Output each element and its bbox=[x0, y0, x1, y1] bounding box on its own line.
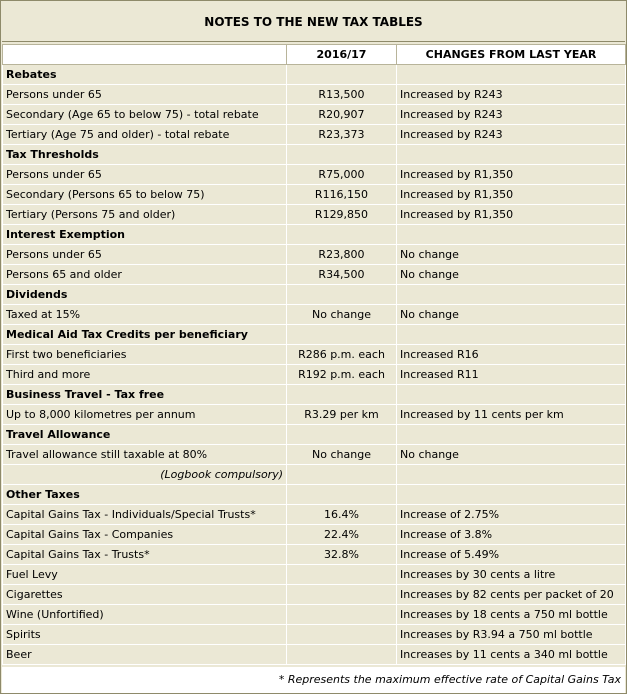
empty-cell bbox=[287, 145, 397, 165]
footnote: * Represents the maximum effective rate of Capital Gains Tax bbox=[2, 667, 625, 693]
table-row bbox=[3, 605, 626, 625]
empty-cell bbox=[397, 385, 626, 405]
row-change: Increased by R1,350 bbox=[397, 185, 626, 205]
empty-cell bbox=[287, 325, 397, 345]
row-label: Persons under 65 bbox=[3, 245, 287, 265]
row-change: Increases by 30 cents a litre bbox=[397, 565, 626, 585]
row-label: Secondary (Persons 65 to below 75) bbox=[3, 185, 287, 205]
row-value bbox=[287, 465, 397, 485]
row-value: R75,000 bbox=[287, 165, 397, 185]
row-value: R13,500 bbox=[287, 85, 397, 105]
row-change: Increase of 5.49% bbox=[397, 545, 626, 565]
table-row bbox=[3, 545, 626, 565]
table-row bbox=[3, 205, 626, 225]
row-label: Cigarettes bbox=[3, 585, 287, 605]
table-row bbox=[3, 365, 626, 385]
row-change: Increased by R1,350 bbox=[397, 205, 626, 225]
row-label: Wine (Unfortified) bbox=[3, 605, 287, 625]
section-label: Travel Allowance bbox=[3, 425, 287, 445]
table-row bbox=[3, 445, 626, 465]
table-row bbox=[3, 125, 626, 145]
row-label: Spirits bbox=[3, 625, 287, 645]
row-change: Increased by R243 bbox=[397, 85, 626, 105]
empty-cell bbox=[397, 325, 626, 345]
empty-cell bbox=[287, 485, 397, 505]
row-label: Beer bbox=[3, 645, 287, 665]
row-change bbox=[397, 465, 626, 485]
row-label: Taxed at 15% bbox=[3, 305, 287, 325]
section-row bbox=[3, 325, 626, 345]
row-label: Tertiary (Persons 75 and older) bbox=[3, 205, 287, 225]
row-value bbox=[287, 645, 397, 665]
section-row bbox=[3, 65, 626, 85]
table-row bbox=[3, 645, 626, 665]
row-value bbox=[287, 605, 397, 625]
row-value: 22.4% bbox=[287, 525, 397, 545]
empty-cell bbox=[287, 425, 397, 445]
row-change: Increased by R1,350 bbox=[397, 165, 626, 185]
empty-cell bbox=[287, 285, 397, 305]
row-value: 32.8% bbox=[287, 545, 397, 565]
section-row bbox=[3, 225, 626, 245]
empty-cell bbox=[397, 145, 626, 165]
row-label: Capital Gains Tax - Individuals/Special Trusts* bbox=[3, 505, 287, 525]
table-row bbox=[3, 505, 626, 525]
row-value: R116,150 bbox=[287, 185, 397, 205]
table-row bbox=[3, 305, 626, 325]
section-label: Other Taxes bbox=[3, 485, 287, 505]
table-row bbox=[3, 165, 626, 185]
row-value: 16.4% bbox=[287, 505, 397, 525]
row-value: R3.29 per km bbox=[287, 405, 397, 425]
row-label: Travel allowance still taxable at 80% bbox=[3, 445, 287, 465]
note-label: (Logbook compulsory) bbox=[3, 465, 287, 485]
table-row bbox=[3, 85, 626, 105]
row-change: Increased by R243 bbox=[397, 125, 626, 145]
row-label: Capital Gains Tax - Trusts* bbox=[3, 545, 287, 565]
row-change: Increase of 3.8% bbox=[397, 525, 626, 545]
note-row bbox=[3, 465, 626, 485]
row-label: Tertiary (Age 75 and older) - total rebate bbox=[3, 125, 287, 145]
row-value: No change bbox=[287, 445, 397, 465]
table-row bbox=[3, 105, 626, 125]
table-row bbox=[3, 185, 626, 205]
row-label: Persons 65 and older bbox=[3, 265, 287, 285]
section-row bbox=[3, 425, 626, 445]
row-label: Secondary (Age 65 to below 75) - total rebate bbox=[3, 105, 287, 125]
table-header-row bbox=[3, 45, 626, 65]
section-label: Medical Aid Tax Credits per beneficiary bbox=[3, 325, 287, 345]
section-row bbox=[3, 485, 626, 505]
row-change: No change bbox=[397, 265, 626, 285]
row-value bbox=[287, 585, 397, 605]
section-label: Tax Thresholds bbox=[3, 145, 287, 165]
row-label: Up to 8,000 kilometres per annum bbox=[3, 405, 287, 425]
row-label: Persons under 65 bbox=[3, 85, 287, 105]
empty-cell bbox=[397, 485, 626, 505]
section-label: Rebates bbox=[3, 65, 287, 85]
row-change: No change bbox=[397, 245, 626, 265]
row-label: Persons under 65 bbox=[3, 165, 287, 185]
section-row bbox=[3, 385, 626, 405]
section-label: Dividends bbox=[3, 285, 287, 305]
row-change: Increases by 18 cents a 750 ml bottle bbox=[397, 605, 626, 625]
section-row bbox=[3, 145, 626, 165]
empty-cell bbox=[397, 425, 626, 445]
row-label: Fuel Levy bbox=[3, 565, 287, 585]
empty-cell bbox=[397, 285, 626, 305]
row-value: R34,500 bbox=[287, 265, 397, 285]
empty-cell bbox=[397, 225, 626, 245]
table-row bbox=[3, 345, 626, 365]
row-change: No change bbox=[397, 305, 626, 325]
table-row bbox=[3, 625, 626, 645]
row-value: R23,373 bbox=[287, 125, 397, 145]
row-change: Increased R11 bbox=[397, 365, 626, 385]
row-value bbox=[287, 565, 397, 585]
table-row bbox=[3, 245, 626, 265]
empty-cell bbox=[287, 65, 397, 85]
row-change: Increases by 11 cents a 340 ml bottle bbox=[397, 645, 626, 665]
row-value: No change bbox=[287, 305, 397, 325]
empty-cell bbox=[287, 225, 397, 245]
header-changes: CHANGES FROM LAST YEAR bbox=[397, 45, 626, 65]
page-title: NOTES TO THE NEW TAX TABLES bbox=[2, 2, 625, 42]
table-row bbox=[3, 265, 626, 285]
section-row bbox=[3, 285, 626, 305]
section-label: Interest Exemption bbox=[3, 225, 287, 245]
row-label: First two beneficiaries bbox=[3, 345, 287, 365]
empty-cell bbox=[287, 385, 397, 405]
table-row bbox=[3, 565, 626, 585]
table-row bbox=[3, 585, 626, 605]
row-change: Increases by R3.94 a 750 ml bottle bbox=[397, 625, 626, 645]
row-value: R129,850 bbox=[287, 205, 397, 225]
row-value: R20,907 bbox=[287, 105, 397, 125]
row-value: R192 p.m. each bbox=[287, 365, 397, 385]
row-change: Increased R16 bbox=[397, 345, 626, 365]
row-value bbox=[287, 625, 397, 645]
row-label: Capital Gains Tax - Companies bbox=[3, 525, 287, 545]
row-label: Third and more bbox=[3, 365, 287, 385]
row-change: Increases by 82 cents per packet of 20 bbox=[397, 585, 626, 605]
row-change: No change bbox=[397, 445, 626, 465]
row-value: R286 p.m. each bbox=[287, 345, 397, 365]
empty-cell bbox=[397, 65, 626, 85]
header-year: 2016/17 bbox=[287, 45, 397, 65]
tax-table bbox=[2, 44, 626, 665]
header-label bbox=[3, 45, 287, 65]
table-row bbox=[3, 525, 626, 545]
row-value: R23,800 bbox=[287, 245, 397, 265]
row-change: Increase of 2.75% bbox=[397, 505, 626, 525]
row-change: Increased by 11 cents per km bbox=[397, 405, 626, 425]
row-change: Increased by R243 bbox=[397, 105, 626, 125]
table-row bbox=[3, 405, 626, 425]
section-label: Business Travel - Tax free bbox=[3, 385, 287, 405]
